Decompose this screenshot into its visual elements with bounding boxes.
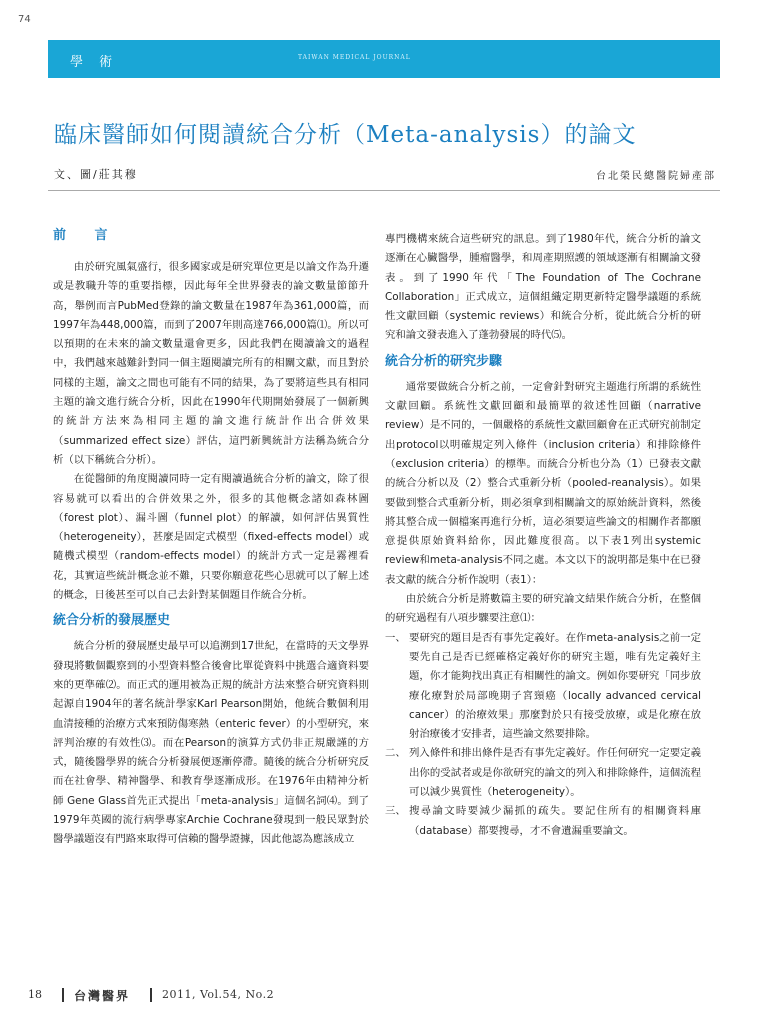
title-divider [48, 190, 720, 191]
journal-running-title: TAIWAN MEDICAL JOURNAL [298, 54, 411, 61]
step-text: 列入條件和排出條件是否有事先定義好。作任何研究一定要定義出你的受試者或是你欲研究的論文的列入和排除條件，這個流程可以減少異質性（heterogeneity）。 [409, 747, 701, 799]
author-affiliation: 台北榮民總醫院婦產部 [596, 171, 716, 182]
footer-page-number: 18 [28, 988, 42, 1001]
article-title: 臨床醫師如何閱讀統合分析（Meta-analysis）的論文 [54, 122, 637, 148]
list-item [385, 802, 701, 841]
step-number: 一、 [385, 631, 406, 644]
heading-introduction: 前 言 [53, 228, 120, 243]
page-footer [0, 984, 768, 1008]
step-text: 搜尋論文時要減少漏抓的疏失。要記住所有的相關資料庫（database）都要搜尋，才不會遺漏重要論文。 [409, 805, 701, 837]
heading-steps: 統合分析的研究步驟 [385, 353, 503, 369]
steps-paragraph-2: 由於統合分析是將數篇主要的研究論文結果作統合分析，在整個的研究過程有八項步驟要注意⑴： [385, 593, 701, 625]
right-column [385, 230, 701, 841]
steps-list [385, 629, 701, 841]
top-page-number: 74 [18, 14, 31, 25]
intro-paragraph-2: 在從醫師的角度閱讀同時一定有閱讀過統合分析的論文，除了很容易就可以看出的合併效果之外，很多的其他概念諸如森林圖（forest plot）、漏斗圖（funnel plot）的解讀，如何評估異質性（heterogeneity），甚麼是固定式模型（fixed-effects model）或隨機式模型（random-effects model）的統計方式一定是霧裡看花，其實這些統計概念並不難，只要你願意花些心思就可以了解上述的概念，日後甚至可以自己去針對某個題目作統合分析。 [53, 473, 369, 602]
steps-paragraph-1: 通常要做統合分析之前，一定會針對研究主題進行所謂的系統性文獻回顧。系統性文獻回顧和最簡單的敘述性回顧（narrative review）是不同的，一個嚴格的系統性文獻回顧會在正式研究前制定出protocol以明確規定列入條件（inclusion criteria）和排除條件（exclusion criteria）的標準。而統合分析也分為（1）已發表文獻的統合分析以及（2）整合式重新分析（pooled-reanalysis）。如果要做到整合式重新分析，則必須拿到相關論文的原始統計資料，然後將其整合成一個檔案再進行分析，這必須要這些論文的相關作者都願意提供原始資料給你，因此難度很高。以下表1列出systemic review和meta-analysis不同之處。本文以下的說明都是集中在已發表文獻的統合分析作說明（表1）： [385, 380, 701, 586]
heading-history: 統合分析的發展歷史 [53, 613, 171, 629]
step-number: 三、 [385, 805, 406, 818]
section-label: 學 術 [70, 55, 119, 70]
author-byline: 文、圖/莊其穆 [54, 168, 138, 181]
step-number: 二、 [385, 747, 406, 760]
footer-divider [150, 988, 152, 1002]
section-header-bar [48, 40, 720, 78]
list-item [385, 629, 701, 745]
history-paragraph-2: 專門機構來統合這些研究的訊息。到了1980年代，統合分析的論文逐漸在心臟醫學，腫瘤醫學，和周產期照護的領域逐漸有相關論文發表。到了1990年代「The Foundation of The Cochrane Collaboration」正式成立，這個組織定期更新特定醫學議題的系統性文獻回顧（systemic reviews）和統合分析，從此統合分析的研究和論文發表進入了蓬勃發展的時代⑸。 [385, 233, 701, 342]
left-column [53, 226, 369, 850]
step-text: 要研究的題目是否有事先定義好。在作meta-analysis之前一定要先自己是否已經確格定義好你的研究主題，唯有先定義好主題，你才能夠找出真正有相關性的論文。例如你要研究「同步放療化療對於局部晚期子宮頸癌（locally advanced cervical cancer）的治療效果」那麼對於只有接受放療，或是化療在放射治療後才安排者，這些論文然要排除。 [409, 631, 701, 741]
footer-journal-logo: 台灣醫界 [74, 989, 131, 1003]
footer-issue: 2011, Vol.54, No.2 [162, 988, 275, 1001]
footer-divider [62, 988, 64, 1002]
history-paragraph-1: 統合分析的發展歷史最早可以追溯到17世紀，在當時的天文學界發現將數個觀察到的小型資料整合後會比單從資料中挑選合適資料要來的更準確⑵。而正式的運用被為正規的統計方法來整合研究資料則起源自1904年的著名統計學家Karl Pearson開始，他統合數個利用血清接種的治療方式來預防傷寒熱（enteric fever）的小型研究，來評判治療的有效性⑶。而在Pearson的演算方式仍非正規嚴謹的方式，隨後醫學界的統合分析發展便逐漸停滯。隨後的統合分析研究反而在社會學、精神醫學、和教育學逐漸成形。在1976年由精神分析師 Gene Glass首先正式提出「meta-analysis」這個名詞⑷。到了1979年英國的流行病學專家Archie Cochrane發現到一般民眾對於醫學議題沒有門路來取得可信賴的醫學證據，因此他認為應該成立 [53, 640, 369, 846]
list-item [385, 744, 701, 802]
intro-paragraph-1: 由於研究風氣盛行，很多國家或是研究單位更是以論文作為升遷或是教職升等的重要指標，因此每年全世界發表的論文數量節節升高，舉例而言PubMed登錄的論文數量在1987年為361,000篇，而1997年為448,000篇，而到了2007年則高達766,000篇⑴。所以可以預期的在未來的論文數量還會更多，因此我們在閱讀論文的過程中，我們越來越難針對同一個主題閱讀完所有的相關文獻，而且對於同樣的主題，論文之間也可能有不同的結果，為了要將這些具有相同主題的論文進行統合分析，因此在1990年代期開始發展了一個新興的統計方法來為相同主題的論文進行統計作出合併效果（summarized effect size）評估，這門新興統計方法稱為統合分析（以下稱統合分析）。 [53, 261, 369, 466]
